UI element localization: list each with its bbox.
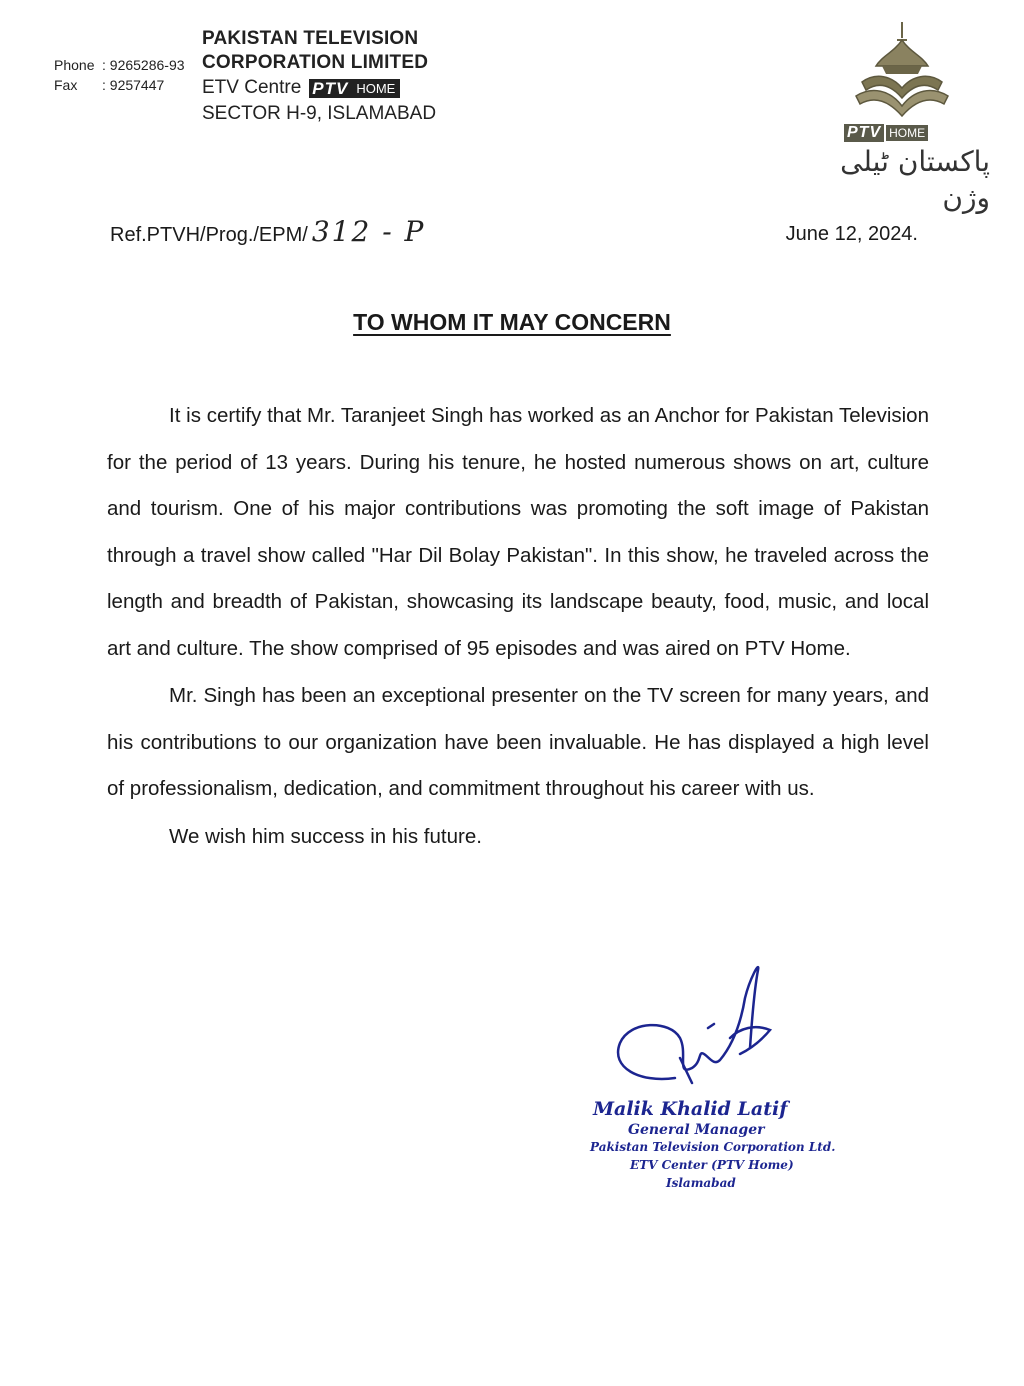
signatory-designation: General Manager xyxy=(628,1122,765,1138)
letter-body xyxy=(107,393,929,860)
signatory-city: Islamabad xyxy=(666,1176,736,1190)
phone-row xyxy=(54,55,185,75)
organization-block xyxy=(202,27,436,127)
contact-block xyxy=(54,55,185,95)
fax-row xyxy=(54,75,185,95)
signatory-centre: ETV Center (PTV Home) xyxy=(630,1158,794,1172)
org-name-line1: PAKISTAN TELEVISION xyxy=(202,28,419,49)
phone-value: : 9265286-93 xyxy=(102,57,185,73)
title-text: TO WHOM IT MAY CONCERN xyxy=(353,309,671,335)
reference-prefix: Ref.PTVH/Prog./EPM/ xyxy=(110,224,308,246)
home-mini-text: HOME xyxy=(351,79,400,98)
letter-date: June 12, 2024. xyxy=(785,223,918,245)
phone-label: Phone xyxy=(54,57,95,73)
ptv-logo xyxy=(820,18,1000,214)
signatory-name: Malik Khalid Latif xyxy=(593,1098,788,1120)
signatory-organization: Pakistan Television Corporation Ltd. xyxy=(590,1140,836,1154)
ptv-home-badge xyxy=(844,124,928,142)
badge-ptv-text: PTV xyxy=(844,124,884,142)
ptv-emblem-icon xyxy=(842,18,962,122)
urdu-title: پاکستان ٹیلی وژن xyxy=(840,145,990,214)
org-centre-line xyxy=(202,75,436,101)
centre-name: ETV Centre xyxy=(202,77,302,98)
fax-value: : 9257447 xyxy=(102,77,165,93)
ptv-mini-text: PTV xyxy=(309,79,351,98)
letter-title xyxy=(0,309,1024,336)
signature-block xyxy=(580,958,840,1198)
org-address: SECTOR H-9, ISLAMABAD xyxy=(202,103,437,124)
fax-label: Fax xyxy=(54,77,78,93)
reference-line xyxy=(110,215,426,249)
reference-number: 312 - P xyxy=(311,215,426,248)
handwritten-signature-icon xyxy=(580,958,840,1108)
badge-home-text: HOME xyxy=(886,125,928,141)
body-paragraph-2: Mr. Singh has been an exceptional presenter on the TV screen for many years, and his contributions to our organization have been invaluable. He has displayed a high level of professionalism, dedication, and commitment throughout his career with us. xyxy=(107,684,929,800)
body-paragraph-3: We wish him success in his future. xyxy=(169,824,482,848)
body-paragraph-1: It is certify that Mr. Taranjeet Singh has worked as an Anchor for Pakistan Television for the period of 13 years. During his tenure, he hosted numerous shows on art, culture and tourism. One of his major contributions was promoting the soft image of Pakistan through a travel show called "Har Dil Bolay Pakistan". In this show, he traveled across the length and breadth of Pakistan, showcasing its landscape beauty, food, music, and local art and culture. The show comprised of 95 episodes and was aired on PTV Home. xyxy=(107,404,929,660)
org-name-line2: CORPORATION LIMITED xyxy=(202,52,429,73)
ptv-home-mini-logo xyxy=(309,79,400,98)
